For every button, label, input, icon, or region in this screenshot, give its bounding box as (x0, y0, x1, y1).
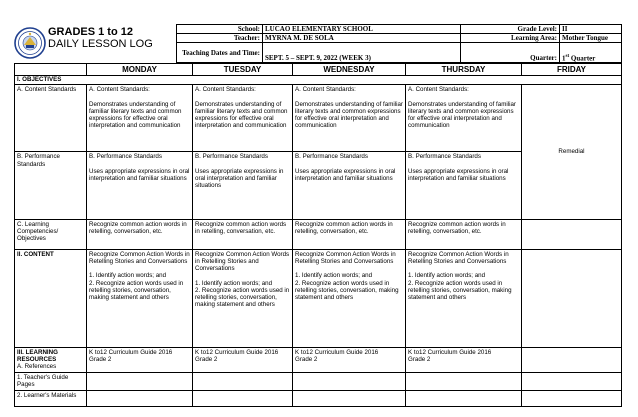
dates-value: SEPT. 5 – SEPT. 9, 2022 (WEEK 3) (263, 43, 461, 63)
day-friday: FRIDAY (522, 64, 622, 76)
content-standards-monday: A. Content Standards: Demonstrates understanding of familiar literary texts and common expressions for effective oral interpretation and communication (87, 85, 193, 152)
resources-tuesday: K to12 Curriculum Guide 2016 Grade 2 (193, 347, 293, 372)
day-monday: MONDAY (87, 64, 193, 76)
learners-materials-row (15, 390, 622, 406)
lm-friday (522, 390, 622, 406)
quarter-label: Quarter: (461, 43, 560, 63)
content-standards-tuesday: A. Content Standards: Demonstrates understanding of familiar literary texts and common expressions for effective oral interpretation and communication (193, 85, 293, 152)
day-wednesday: WEDNESDAY (293, 64, 406, 76)
performance-wednesday: B. Performance Standards Uses appropriate expressions in oral interpretation and familiar situations (293, 152, 406, 219)
school-label: School: (177, 25, 263, 34)
content-standards-wednesday: A. Content Standards: Demonstrates understanding of familiar literary texts and common expressions for effective oral interpretation and communication (293, 85, 406, 152)
competencies-label: C. Learning Competencies/ Objectives (15, 219, 87, 249)
learners-materials-label: 2. Learner's Materials (15, 390, 87, 406)
content-standards-row (15, 85, 622, 152)
performance-thursday: B. Performance Standards Uses appropriate expressions in oral interpretation and familiar situations (406, 152, 522, 219)
content-friday (522, 250, 622, 348)
performance-monday: B. Performance Standards Uses appropriate expressions in oral interpretation and familiar situations (87, 152, 193, 219)
corner-cell (15, 64, 87, 76)
info-table (176, 24, 622, 63)
content-tuesday: Recognize Common Action Words in Retelling Stories and Conversations 1. Identify action words; and 2. Recognize action words used in retelling stories, conversation, making statement and others (193, 250, 293, 348)
competencies-thursday: Recognize common action words in retelling, conversation, etc. (406, 219, 522, 249)
competencies-row (15, 219, 622, 249)
deped-seal-icon (14, 24, 46, 62)
performance-tuesday: B. Performance Standards Uses appropriate expressions in oral interpretation and familiar situations (193, 152, 293, 219)
dates-label: Teaching Dates and Time: (177, 43, 263, 63)
resources-label: III. LEARNING RESOURCES A. References (15, 347, 87, 372)
teachers-guide-row (15, 372, 622, 390)
brand-line1: GRADES 1 to 12 (48, 26, 133, 38)
lm-wednesday (293, 390, 406, 406)
competencies-wednesday: Recognize common action words in retelling, conversation, etc. (293, 219, 406, 249)
competencies-friday (522, 219, 622, 249)
day-thursday: THURSDAY (406, 64, 522, 76)
content-row (15, 250, 622, 348)
brand (48, 26, 188, 50)
quarter-value (560, 43, 622, 63)
objectives-heading: I. OBJECTIVES (15, 76, 622, 85)
resources-row (15, 347, 622, 372)
tg-wednesday (293, 372, 406, 390)
content-thursday: Recognize Common Action Words in Retelling Stories and Conversations 1. Identify action words; and 2. Recognize action words used in retelling stories, conversation, making statement and others (406, 250, 522, 348)
tg-monday (87, 372, 193, 390)
tg-thursday (406, 372, 522, 390)
grade-label: Grade Level: (461, 25, 560, 34)
lm-thursday (406, 390, 522, 406)
day-header-row (15, 64, 622, 76)
competencies-monday: Recognize common action words in retelling, conversation, etc. (87, 219, 193, 249)
performance-standards-label: B. Performance Standards (15, 152, 87, 219)
teacher-label: Teacher: (177, 34, 263, 43)
quarter-num: 1 (562, 54, 566, 62)
resources-monday: K to12 Curriculum Guide 2016 Grade 2 (87, 347, 193, 372)
brand-line2: DAILY LESSON LOG (48, 38, 153, 50)
content-standards-thursday: A. Content Standards: Demonstrates understanding of familiar literary texts and common expressions for effective oral interpretation and communication (406, 85, 522, 152)
content-monday: Recognize Common Action Words in Retelling Stories and Conversations 1. Identify action words; and 2. Recognize action words used in retelling stories, conversation, making statement and others (87, 250, 193, 348)
teacher-value: MYRNA M. DE SOLA (263, 34, 461, 43)
school-value: LUCAO ELEMENTARY SCHOOL (263, 25, 461, 34)
resources-friday (522, 347, 622, 372)
day-tuesday: TUESDAY (193, 64, 293, 76)
tg-friday (522, 372, 622, 390)
grade-value: II (560, 25, 622, 34)
teachers-guide-label: 1. Teacher's Guide Pages (15, 372, 87, 390)
quarter-sup: st (565, 53, 570, 59)
tg-tuesday (193, 372, 293, 390)
friday-remedial: Remedial (522, 85, 622, 219)
area-value: Mother Tongue (560, 34, 622, 43)
competencies-tuesday: Recognize common action words in retelling, conversation, etc. (193, 219, 293, 249)
lm-monday (87, 390, 193, 406)
resources-thursday: K to12 Curriculum Guide 2016 Grade 2 (406, 347, 522, 372)
content-wednesday: Recognize Common Action Words in Retelling Stories and Conversations 1. Identify action words; and 2. Recognize action words used in retelling stories, conversation, making statement and others (293, 250, 406, 348)
resources-wednesday: K to12 Curriculum Guide 2016 Grade 2 (293, 347, 406, 372)
quarter-word: Quarter (570, 54, 596, 62)
content-standards-label: A. Content Standards (15, 85, 87, 152)
lesson-log-table (14, 63, 622, 407)
lm-tuesday (193, 390, 293, 406)
content-label: II. CONTENT (15, 250, 87, 348)
area-label: Learning Area: (461, 34, 560, 43)
objectives-row (15, 76, 622, 85)
